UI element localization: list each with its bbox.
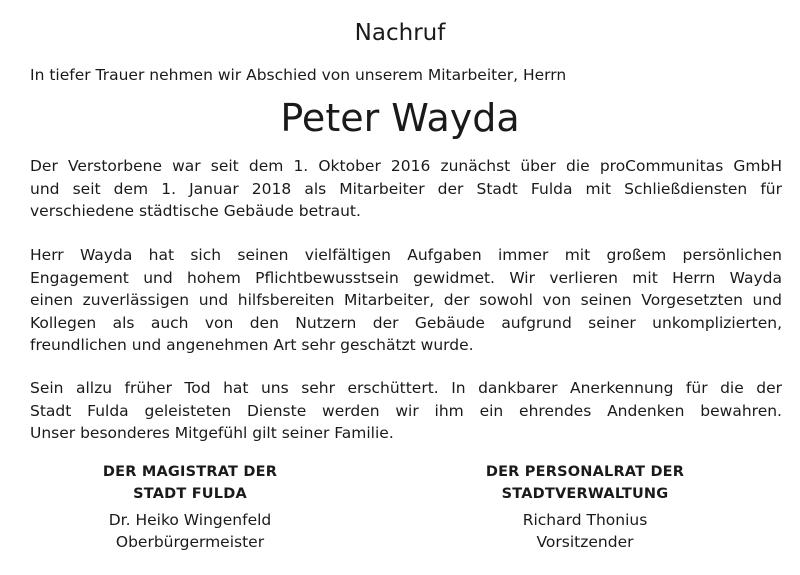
deceased-name: Peter Wayda	[280, 96, 520, 140]
signature-role: Vorsitzender	[536, 532, 634, 551]
signature-personalrat	[435, 462, 735, 553]
signature-role: Oberbürgermeister	[115, 532, 265, 551]
paragraph-line: Sein allzu früher Tod hat uns sehr erschüttert. In dankbarer Anerkennung für die der	[30, 379, 782, 397]
paragraph-line: verschiedene städtische Gebäude betraut.	[30, 202, 361, 220]
intro-line: In tiefer Trauer nehmen wir Abschied von unserem Mitarbeiter, Herrn	[30, 66, 567, 84]
signature-org-line: DER MAGISTRAT DER	[102, 464, 278, 480]
paragraph-line: einen zuverlässigen und hilfsbereiten Mitarbeiter, der sowohl von seinen Vorgesetzten und	[30, 291, 782, 309]
paragraph-line: Stadt Fulda geleisteten Dienste werden wir ihm ein ehrendes Andenken bewahren.	[30, 401, 782, 420]
paragraph-line: Engagement und hohem Pflichtbewusstsein gewidmet. Wir verlieren mit Herrn Wayda	[30, 268, 782, 287]
notice-heading: Nachruf	[354, 20, 446, 46]
paragraph-line: und seit dem 1. Januar 2018 als Mitarbeiter der Stadt Fulda mit Schließdiensten für	[30, 179, 782, 198]
signature-magistrat	[40, 462, 340, 553]
signature-org-line: STADTVERWALTUNG	[501, 485, 669, 502]
paragraph-tribute	[30, 244, 782, 357]
paragraph-line: Herr Wayda hat sich seinen vielfältigen Aufgaben immer mit großem persönlichen	[30, 246, 782, 264]
paragraph-line: Unser besonderes Mitgefühl gilt seiner Familie.	[30, 424, 394, 442]
signature-person: Dr. Heiko Wingenfeld	[108, 511, 272, 529]
paragraph-service	[30, 155, 782, 223]
paragraph-line: freundlichen und angenehmen Art sehr geschätzt wurde.	[30, 336, 474, 354]
signature-org-line: STADT FULDA	[133, 485, 247, 502]
paragraph-line: Kollegen als auch von den Nutzern der Gebäude aufgrund seiner unkomplizierten,	[30, 313, 782, 332]
signature-org-line: DER PERSONALRAT DER	[485, 464, 685, 480]
signature-person: Richard Thonius	[522, 511, 648, 529]
paragraph-line: Der Verstorbene war seit dem 1. Oktober 2016 zunächst über die proCommunitas GmbH	[30, 157, 782, 175]
paragraph-condolence	[30, 377, 782, 445]
